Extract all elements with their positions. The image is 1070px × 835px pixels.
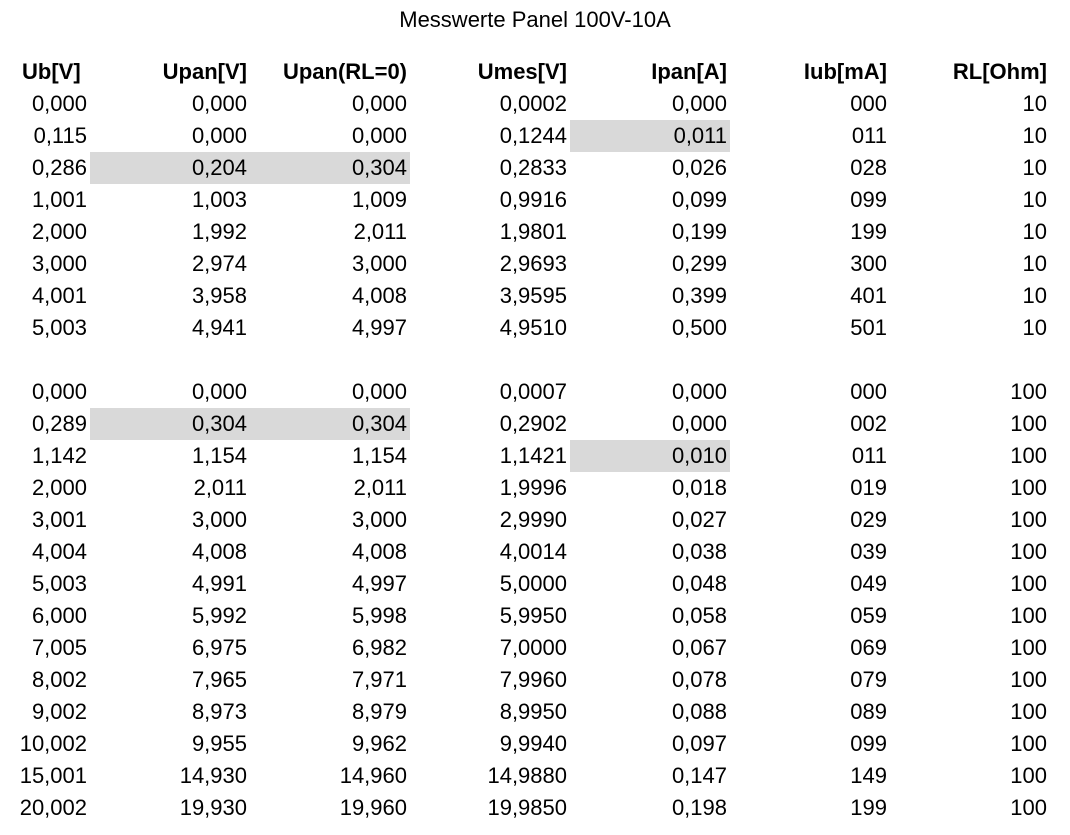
cell-iub: 199 bbox=[850, 219, 887, 244]
cell-upan-rl0: 0,000 bbox=[351, 123, 407, 148]
cell-umes: 3,9595 bbox=[499, 283, 567, 308]
cell-rl: 10 bbox=[1022, 315, 1047, 340]
cell-iub: 069 bbox=[850, 635, 887, 660]
cell-iub: 000 bbox=[850, 379, 887, 404]
cell-ub: 0,286 bbox=[31, 155, 87, 180]
cell-rl: 10 bbox=[1022, 251, 1047, 276]
cell-iub: 000 bbox=[850, 91, 887, 116]
cell-iub: 028 bbox=[850, 155, 887, 180]
measurement-table bbox=[10, 56, 1050, 824]
cell-upan: 0,000 bbox=[191, 379, 247, 404]
cell-umes: 5,9950 bbox=[499, 603, 567, 628]
cell-rl: 100 bbox=[1010, 667, 1047, 692]
cell-ub: 1,142 bbox=[31, 443, 87, 468]
cell-umes: 1,1421 bbox=[499, 443, 567, 468]
cell-rl: 10 bbox=[1022, 155, 1047, 180]
table-row bbox=[10, 760, 1050, 792]
column-header-rl: RL[Ohm] bbox=[952, 59, 1047, 84]
table-row bbox=[10, 440, 1050, 472]
cell-ub: 15,001 bbox=[19, 763, 87, 788]
table-row bbox=[10, 216, 1050, 248]
cell-upan-rl0: 4,997 bbox=[351, 315, 407, 340]
cell-ub: 0,289 bbox=[31, 411, 87, 436]
cell-iub: 011 bbox=[851, 443, 887, 468]
cell-iub: 002 bbox=[850, 411, 887, 436]
cell-ipan: 0,038 bbox=[671, 539, 727, 564]
cell-upan: 0,204 bbox=[90, 152, 250, 184]
cell-ipan: 0,198 bbox=[671, 795, 727, 820]
table-row bbox=[10, 120, 1050, 152]
cell-upan: 1,154 bbox=[191, 443, 247, 468]
cell-iub: 089 bbox=[850, 699, 887, 724]
cell-upan: 0,000 bbox=[191, 123, 247, 148]
cell-umes: 0,0007 bbox=[499, 379, 567, 404]
cell-umes: 7,9960 bbox=[499, 667, 567, 692]
column-header-ipan: Ipan[A] bbox=[651, 59, 727, 84]
cell-rl: 100 bbox=[1010, 443, 1047, 468]
cell-ipan: 0,099 bbox=[671, 187, 727, 212]
group-separator bbox=[10, 344, 1050, 376]
cell-iub: 011 bbox=[851, 123, 887, 148]
cell-ub: 4,004 bbox=[31, 539, 87, 564]
table-row bbox=[10, 312, 1050, 344]
cell-upan-rl0: 1,009 bbox=[351, 187, 407, 212]
table-row bbox=[10, 88, 1050, 120]
column-header-upan-rl0: Upan(RL=0) bbox=[282, 59, 407, 84]
cell-rl: 100 bbox=[1010, 635, 1047, 660]
cell-upan-rl0: 4,008 bbox=[351, 283, 407, 308]
cell-upan-rl0: 2,011 bbox=[353, 219, 407, 244]
cell-iub: 501 bbox=[850, 315, 887, 340]
cell-umes: 8,9950 bbox=[499, 699, 567, 724]
table-row bbox=[10, 536, 1050, 568]
table-row bbox=[10, 472, 1050, 504]
table-row bbox=[10, 632, 1050, 664]
cell-umes: 1,9996 bbox=[499, 475, 567, 500]
cell-rl: 10 bbox=[1022, 283, 1047, 308]
table-group-rl-100 bbox=[10, 376, 1050, 824]
cell-upan-rl0: 7,971 bbox=[351, 667, 407, 692]
cell-umes: 2,9990 bbox=[499, 507, 567, 532]
table-row bbox=[10, 376, 1050, 408]
cell-upan: 3,000 bbox=[191, 507, 247, 532]
cell-rl: 100 bbox=[1010, 475, 1047, 500]
cell-ub: 3,000 bbox=[31, 251, 87, 276]
cell-ipan: 0,067 bbox=[671, 635, 727, 660]
cell-rl: 100 bbox=[1010, 539, 1047, 564]
cell-iub: 039 bbox=[850, 539, 887, 564]
cell-iub: 401 bbox=[850, 283, 887, 308]
cell-rl: 10 bbox=[1022, 187, 1047, 212]
cell-upan-rl0: 1,154 bbox=[351, 443, 407, 468]
cell-umes: 0,1244 bbox=[499, 123, 567, 148]
cell-ub: 6,000 bbox=[31, 603, 87, 628]
cell-upan-rl0: 3,000 bbox=[351, 251, 407, 276]
cell-ub: 4,001 bbox=[31, 283, 87, 308]
cell-iub: 029 bbox=[850, 507, 887, 532]
cell-umes: 0,2833 bbox=[499, 155, 567, 180]
cell-ipan: 0,500 bbox=[671, 315, 727, 340]
cell-ub: 7,005 bbox=[31, 635, 87, 660]
cell-ub: 2,000 bbox=[31, 219, 87, 244]
column-header-iub: Iub[mA] bbox=[803, 59, 887, 84]
table-row bbox=[10, 728, 1050, 760]
cell-ipan: 0,147 bbox=[671, 763, 727, 788]
cell-rl: 100 bbox=[1010, 795, 1047, 820]
cell-upan-rl0: 2,011 bbox=[353, 475, 407, 500]
cell-rl: 100 bbox=[1010, 571, 1047, 596]
cell-upan-rl0: 0,304 bbox=[250, 152, 410, 184]
cell-umes: 0,2902 bbox=[499, 411, 567, 436]
cell-rl: 10 bbox=[1022, 123, 1047, 148]
cell-umes: 4,9510 bbox=[499, 315, 567, 340]
cell-upan: 7,965 bbox=[191, 667, 247, 692]
cell-upan-rl0: 19,960 bbox=[339, 795, 407, 820]
cell-rl: 100 bbox=[1010, 699, 1047, 724]
cell-iub: 099 bbox=[850, 187, 887, 212]
cell-upan: 1,003 bbox=[191, 187, 247, 212]
cell-umes: 0,0002 bbox=[499, 91, 567, 116]
cell-rl: 100 bbox=[1010, 411, 1047, 436]
cell-upan: 3,958 bbox=[191, 283, 247, 308]
cell-upan: 4,991 bbox=[191, 571, 247, 596]
cell-upan: 2,011 bbox=[193, 475, 247, 500]
cell-rl: 100 bbox=[1010, 603, 1047, 628]
table-row bbox=[10, 568, 1050, 600]
cell-ipan: 0,010 bbox=[570, 440, 730, 472]
cell-iub: 099 bbox=[850, 731, 887, 756]
cell-ipan: 0,097 bbox=[671, 731, 727, 756]
cell-rl: 100 bbox=[1010, 379, 1047, 404]
cell-umes: 0,9916 bbox=[499, 187, 567, 212]
table-header-row bbox=[10, 56, 1050, 88]
table-row bbox=[10, 152, 1050, 184]
sheet-title: Messwerte Panel 100V-10A bbox=[399, 7, 671, 32]
cell-ub: 0,000 bbox=[31, 91, 87, 116]
cell-ipan: 0,088 bbox=[671, 699, 727, 724]
cell-ub: 2,000 bbox=[31, 475, 87, 500]
cell-ub: 0,000 bbox=[31, 379, 87, 404]
cell-ub: 20,002 bbox=[19, 795, 87, 820]
table-row bbox=[10, 184, 1050, 216]
cell-upan: 8,973 bbox=[191, 699, 247, 724]
cell-ipan: 0,000 bbox=[671, 91, 727, 116]
table-row bbox=[10, 408, 1050, 440]
cell-ub: 0,115 bbox=[33, 123, 87, 148]
cell-ub: 8,002 bbox=[31, 667, 87, 692]
cell-iub: 199 bbox=[850, 795, 887, 820]
cell-upan: 14,930 bbox=[179, 763, 247, 788]
cell-umes: 14,9880 bbox=[487, 763, 567, 788]
cell-ipan: 0,399 bbox=[671, 283, 727, 308]
cell-upan-rl0: 6,982 bbox=[351, 635, 407, 660]
cell-ipan: 0,011 bbox=[570, 120, 730, 152]
cell-rl: 100 bbox=[1010, 507, 1047, 532]
cell-iub: 079 bbox=[850, 667, 887, 692]
cell-ub: 5,003 bbox=[31, 571, 87, 596]
cell-ipan: 0,018 bbox=[671, 475, 727, 500]
cell-ipan: 0,048 bbox=[671, 571, 727, 596]
cell-ipan: 0,299 bbox=[671, 251, 727, 276]
cell-ipan: 0,027 bbox=[671, 507, 727, 532]
column-header-umes: Umes[V] bbox=[477, 59, 567, 84]
table-group-rl-10 bbox=[10, 88, 1050, 344]
cell-upan-rl0: 4,008 bbox=[351, 539, 407, 564]
cell-rl: 10 bbox=[1022, 91, 1047, 116]
cell-umes: 9,9940 bbox=[499, 731, 567, 756]
cell-ipan: 0,026 bbox=[671, 155, 727, 180]
cell-iub: 149 bbox=[850, 763, 887, 788]
cell-upan: 2,974 bbox=[191, 251, 247, 276]
cell-umes: 5,0000 bbox=[499, 571, 567, 596]
column-header-upan: Upan[V] bbox=[162, 59, 247, 84]
cell-ipan: 0,078 bbox=[671, 667, 727, 692]
cell-upan-rl0: 0,304 bbox=[250, 408, 410, 440]
cell-ub: 3,001 bbox=[31, 507, 87, 532]
cell-ipan: 0,000 bbox=[671, 379, 727, 404]
cell-upan-rl0: 0,000 bbox=[351, 91, 407, 116]
cell-ub: 5,003 bbox=[31, 315, 87, 340]
table-row bbox=[10, 696, 1050, 728]
table-row bbox=[10, 504, 1050, 536]
cell-upan-rl0: 14,960 bbox=[339, 763, 407, 788]
cell-rl: 10 bbox=[1022, 219, 1047, 244]
cell-ub: 1,001 bbox=[31, 187, 87, 212]
cell-upan: 5,992 bbox=[191, 603, 247, 628]
cell-upan-rl0: 4,997 bbox=[351, 571, 407, 596]
cell-iub: 049 bbox=[850, 571, 887, 596]
cell-upan-rl0: 9,962 bbox=[351, 731, 407, 756]
table-row bbox=[10, 280, 1050, 312]
cell-ub: 10,002 bbox=[19, 731, 87, 756]
cell-umes: 4,0014 bbox=[499, 539, 567, 564]
cell-upan: 1,992 bbox=[191, 219, 247, 244]
cell-umes: 7,0000 bbox=[499, 635, 567, 660]
cell-upan: 0,000 bbox=[191, 91, 247, 116]
table-row bbox=[10, 664, 1050, 696]
cell-upan: 0,304 bbox=[90, 408, 250, 440]
table-row bbox=[10, 792, 1050, 824]
cell-upan: 4,008 bbox=[191, 539, 247, 564]
cell-umes: 19,9850 bbox=[487, 795, 567, 820]
cell-upan: 9,955 bbox=[191, 731, 247, 756]
cell-umes: 1,9801 bbox=[499, 219, 567, 244]
cell-iub: 059 bbox=[850, 603, 887, 628]
cell-upan-rl0: 3,000 bbox=[351, 507, 407, 532]
cell-umes: 2,9693 bbox=[499, 251, 567, 276]
table-row bbox=[10, 600, 1050, 632]
column-header-ub: Ub[V] bbox=[22, 59, 81, 84]
cell-iub: 019 bbox=[850, 475, 887, 500]
cell-upan-rl0: 8,979 bbox=[351, 699, 407, 724]
cell-upan: 6,975 bbox=[191, 635, 247, 660]
cell-ipan: 0,199 bbox=[671, 219, 727, 244]
cell-rl: 100 bbox=[1010, 731, 1047, 756]
cell-ipan: 0,058 bbox=[671, 603, 727, 628]
cell-ub: 9,002 bbox=[31, 699, 87, 724]
cell-iub: 300 bbox=[850, 251, 887, 276]
cell-ipan: 0,000 bbox=[671, 411, 727, 436]
cell-upan: 4,941 bbox=[191, 315, 247, 340]
table-row bbox=[10, 248, 1050, 280]
cell-rl: 100 bbox=[1010, 763, 1047, 788]
cell-upan-rl0: 5,998 bbox=[351, 603, 407, 628]
cell-upan: 19,930 bbox=[179, 795, 247, 820]
cell-upan-rl0: 0,000 bbox=[351, 379, 407, 404]
